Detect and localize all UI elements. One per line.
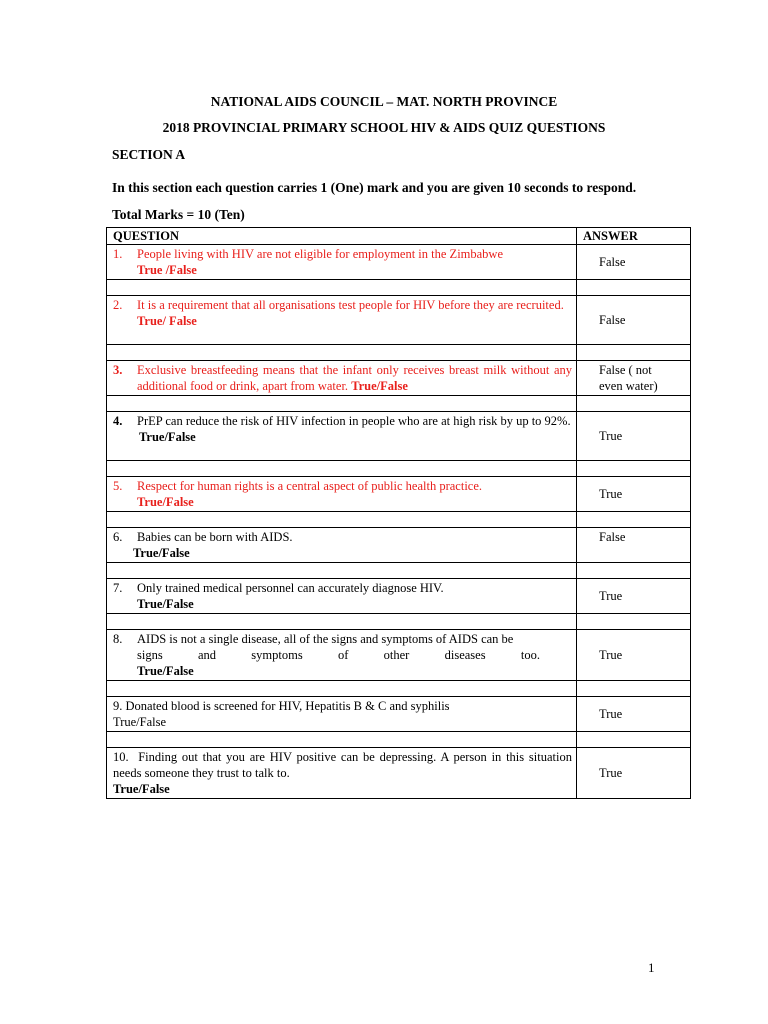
answer-cell: True (577, 697, 691, 732)
answer-cell: False (577, 296, 691, 345)
question-text: People living with HIV are not eligible for employment in the Zimbabwe (137, 247, 504, 261)
table-row (107, 697, 691, 732)
table-row (107, 477, 691, 512)
true-false-label: True /False (137, 263, 197, 277)
answer-cell: True (577, 630, 691, 681)
spacer-row (107, 396, 691, 412)
question-number: 6. (113, 530, 123, 544)
table-row (107, 296, 691, 345)
question-cell (107, 477, 577, 512)
quiz-title: 2018 PROVINCIAL PRIMARY SCHOOL HIV & AIDS QUIZ QUESTIONS (162, 120, 606, 135)
spacer-row (107, 614, 691, 630)
answer-line: False ( not (599, 363, 652, 377)
true-false-label: True/False (139, 430, 196, 444)
quiz-table (106, 227, 691, 799)
spacer-row (107, 512, 691, 528)
question-text: Exclusive breastfeeding means that the infant only receives breast milk without any additional food or drink, apart from water. (137, 363, 572, 393)
true-false-label: True/False (137, 664, 194, 678)
true-false-label: True/False (137, 495, 194, 509)
question-text: AIDS is not a single disease, all of the signs and symptoms of AIDS can be (137, 632, 514, 646)
question-text: Only trained medical personnel can accurately diagnose HIV. (137, 581, 444, 595)
answer-cell: False (577, 528, 691, 563)
true-false-label: True/False (137, 597, 194, 611)
question-text: Babies can be born with AIDS. (137, 530, 293, 544)
question-text: Donated blood is screened for HIV, Hepatitis B & C and syphilis (125, 699, 450, 713)
spacer-row (107, 461, 691, 477)
question-number: 5. (113, 479, 123, 493)
question-number: 9. (113, 699, 123, 713)
question-number: 4. (113, 414, 123, 428)
question-number: 1. (113, 247, 123, 261)
question-cell (107, 748, 577, 799)
answer-cell (577, 361, 691, 396)
question-cell (107, 697, 577, 732)
answer-cell: True (577, 579, 691, 614)
question-number: 10. (113, 750, 129, 764)
question-cell (107, 579, 577, 614)
table-row (107, 579, 691, 614)
answer-line: even water) (599, 379, 658, 393)
table-row (107, 528, 691, 563)
table-header-row (107, 228, 691, 245)
question-number: 2. (113, 298, 123, 312)
true-false-label: True/False (133, 546, 190, 560)
question-cell (107, 630, 577, 681)
question-number: 3. (113, 363, 123, 377)
true-false-label: True/False (351, 379, 408, 393)
question-cell (107, 296, 577, 345)
question-number: 8. (113, 632, 123, 646)
spacer-row (107, 345, 691, 361)
question-cell (107, 245, 577, 280)
answer-cell: True (577, 412, 691, 461)
answer-cell: False (577, 245, 691, 280)
question-cell (107, 412, 577, 461)
council-heading: NATIONAL AIDS COUNCIL – MAT. NORTH PROVINCE (210, 94, 558, 109)
spacer-row (107, 280, 691, 296)
section-instructions: In this section each question carries 1 (One) mark and you are given 10 seconds to respond. Total Marks = 10 (Ten) (112, 180, 637, 222)
true-false-label: True/False (113, 715, 167, 729)
question-text: PrEP can reduce the risk of HIV infection in people who are at high risk by up to 92%. (137, 414, 571, 428)
question-text-continued: signs and symptoms of other diseases too. (137, 648, 540, 662)
question-cell (107, 361, 577, 396)
spacer-row (107, 732, 691, 748)
table-row (107, 630, 691, 681)
true-false-label: True/ False (137, 314, 197, 328)
question-text: Respect for human rights is a central aspect of public health practice. (137, 479, 483, 493)
section-heading: SECTION A (112, 147, 186, 162)
spacer-row (107, 563, 691, 579)
question-text: It is a requirement that all organisations test people for HIV before they are recruited. (137, 298, 564, 312)
question-number: 7. (113, 581, 123, 595)
table-row (107, 361, 691, 396)
table-row (107, 748, 691, 799)
page-number: 1 (648, 960, 655, 975)
answer-column-header: ANSWER (577, 228, 691, 245)
answer-cell: True (577, 748, 691, 799)
table-row (107, 245, 691, 280)
answer-cell: True (577, 477, 691, 512)
true-false-label: True/False (113, 782, 170, 796)
question-column-header: QUESTION (107, 228, 577, 245)
question-text: Finding out that you are HIV positive can be depressing. A person in this situation needs someone they trust to talk to. (113, 750, 572, 780)
table-row (107, 412, 691, 461)
spacer-row (107, 681, 691, 697)
question-cell (107, 528, 577, 563)
